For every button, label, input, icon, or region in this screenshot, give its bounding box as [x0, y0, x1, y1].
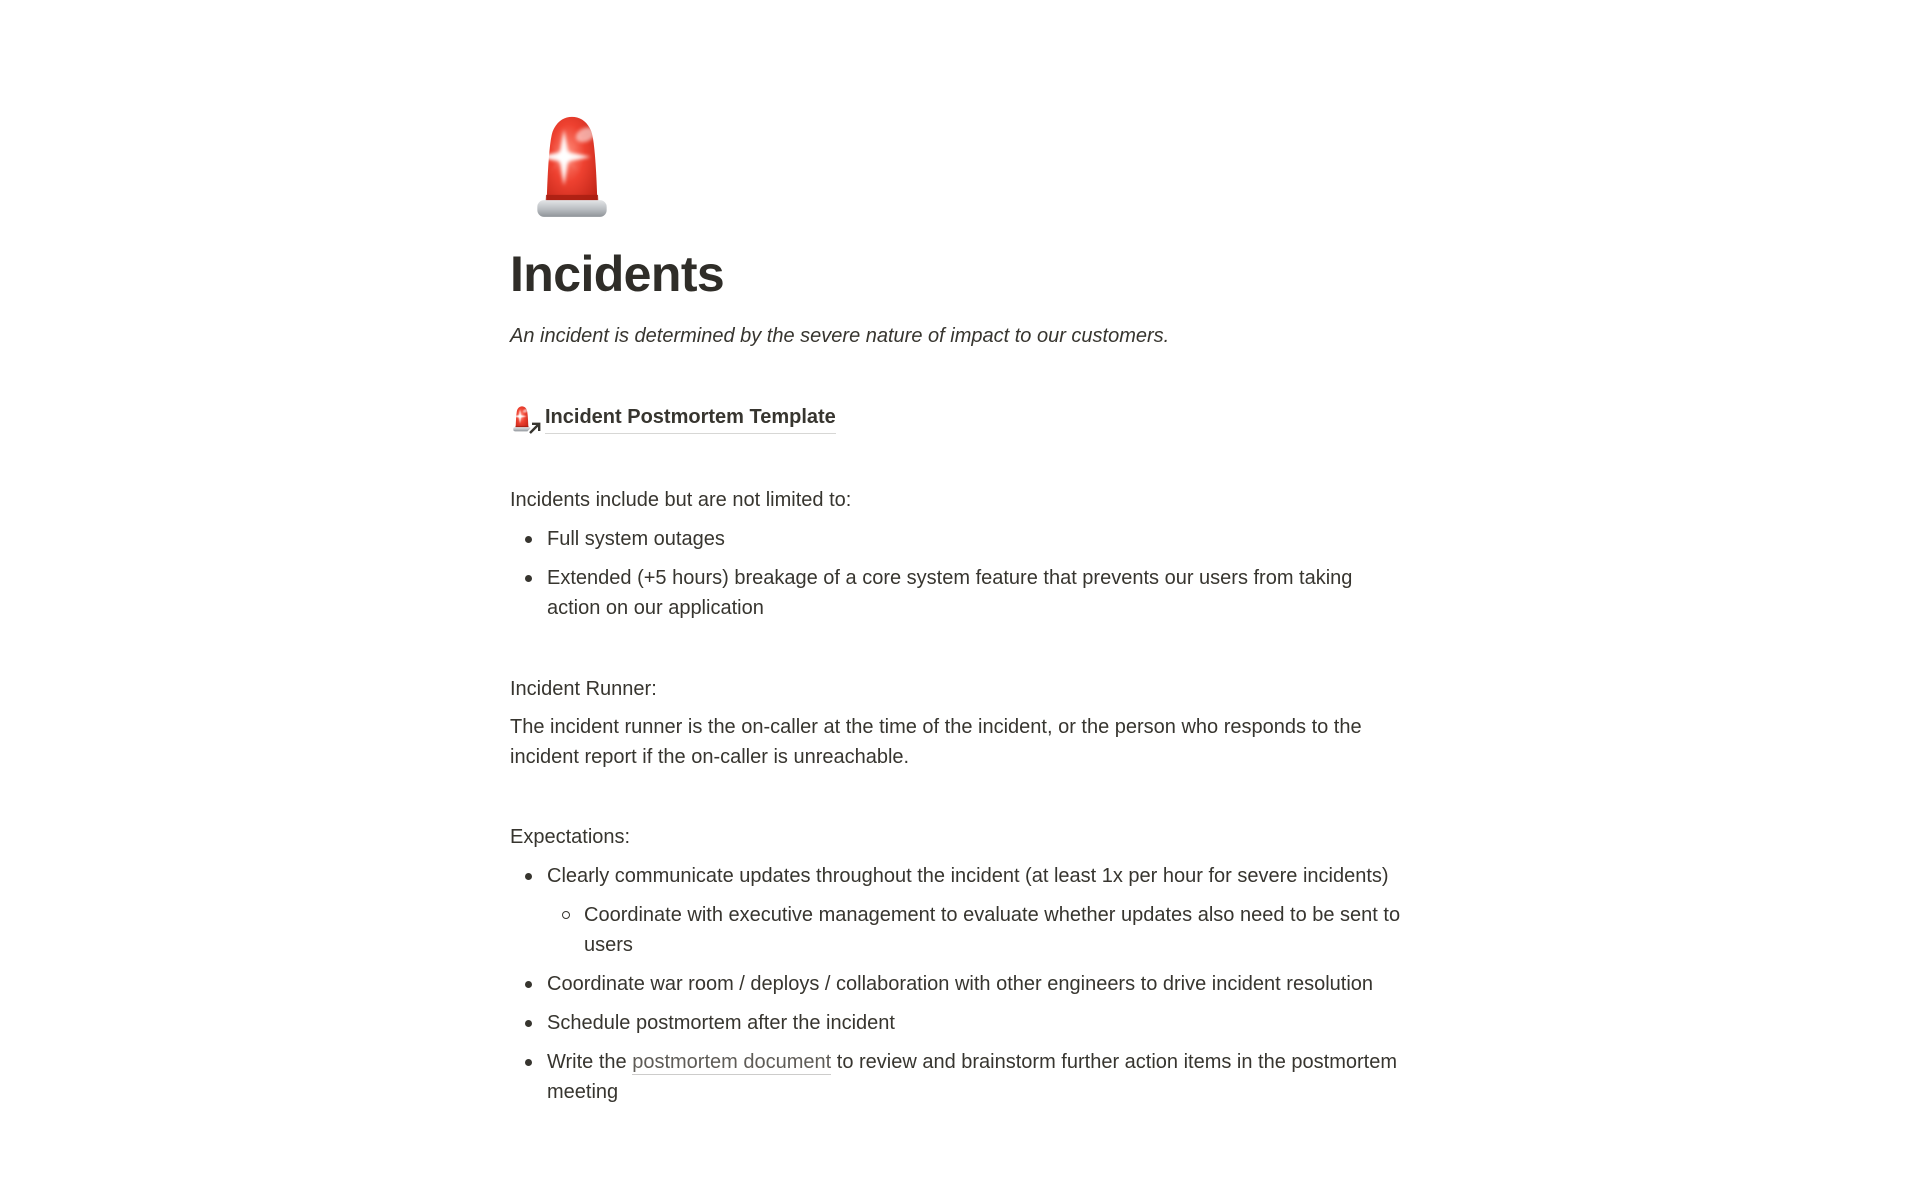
sub-bullet-marker — [547, 900, 584, 919]
page-link-label: Incident Postmortem Template — [545, 402, 836, 434]
bullet-marker — [510, 861, 547, 880]
bullet-dot-icon — [525, 873, 532, 880]
bullet-marker — [510, 563, 547, 582]
bullet-marker — [510, 524, 547, 543]
list-item-text-post: to review and brainstorm further action items in the postmortem meeting — [547, 1051, 1397, 1103]
bullet-marker — [510, 1047, 547, 1066]
list-item-communicate-updates — [510, 857, 1410, 895]
rotating-light-emoji-icon — [524, 112, 620, 219]
page-icon[interactable] — [510, 112, 1410, 232]
incident-runner-body: The incident runner is the on-caller at the time of the incident, or the person who responds to the incident report if the on-caller is unreachable. — [510, 716, 1362, 768]
list-item-text: Coordinate war room / deploys / collaboration with other engineers to drive incident resolution — [547, 973, 1374, 995]
list-item-text: Extended (+5 hours) breakage of a core system feature that prevents our users from taking action on our application — [547, 567, 1353, 619]
bullet-dot-icon — [525, 1059, 532, 1066]
incident-runner-heading: Incident Runner: — [510, 678, 657, 700]
include-heading: Incidents include but are not limited to: — [510, 489, 852, 511]
list-item-text: Schedule postmortem after the incident — [547, 1012, 895, 1034]
list-item-text: Coordinate with executive management to evaluate whether updates also need to be sent to users — [584, 904, 1401, 956]
blank-line — [510, 440, 1410, 480]
hollow-bullet-icon — [562, 911, 570, 919]
sub-list-item-coordinate-executive — [547, 896, 1410, 964]
postmortem-document-link[interactable]: postmortem document — [632, 1051, 832, 1073]
list-item-write-postmortem — [510, 1043, 1410, 1111]
blank-line — [510, 777, 1410, 817]
bullet-dot-icon — [525, 536, 532, 543]
bullet-dot-icon — [525, 1020, 532, 1027]
arrow-up-right-icon — [527, 421, 542, 436]
list-item-extended-breakage — [510, 559, 1410, 627]
bullet-dot-icon — [525, 981, 532, 988]
bullet-dot-icon — [525, 575, 532, 582]
list-item-text — [547, 1047, 1410, 1107]
list-item-war-room — [510, 965, 1410, 1003]
bullet-marker — [510, 1008, 547, 1027]
incident-postmortem-template-link[interactable] — [510, 398, 1410, 438]
list-item-text-pre: Write the — [547, 1051, 633, 1073]
rotating-light-page-icon — [510, 405, 536, 432]
page-subtitle: An incident is determined by the severe nature of impact to our customers. — [510, 325, 1170, 347]
incidents-page — [510, 0, 1410, 1111]
list-item-text: Full system outages — [547, 528, 725, 550]
list-item-schedule-postmortem — [510, 1004, 1410, 1042]
expectations-heading: Expectations: — [510, 826, 631, 848]
list-item-full-system-outages — [510, 520, 1410, 558]
blank-line — [510, 629, 1410, 669]
bullet-marker — [510, 969, 547, 988]
blank-line — [510, 356, 1410, 396]
page-title: Incidents — [510, 246, 725, 302]
list-item-text: Clearly communicate updates throughout the incident (at least 1x per hour for severe incidents) — [547, 865, 1389, 887]
